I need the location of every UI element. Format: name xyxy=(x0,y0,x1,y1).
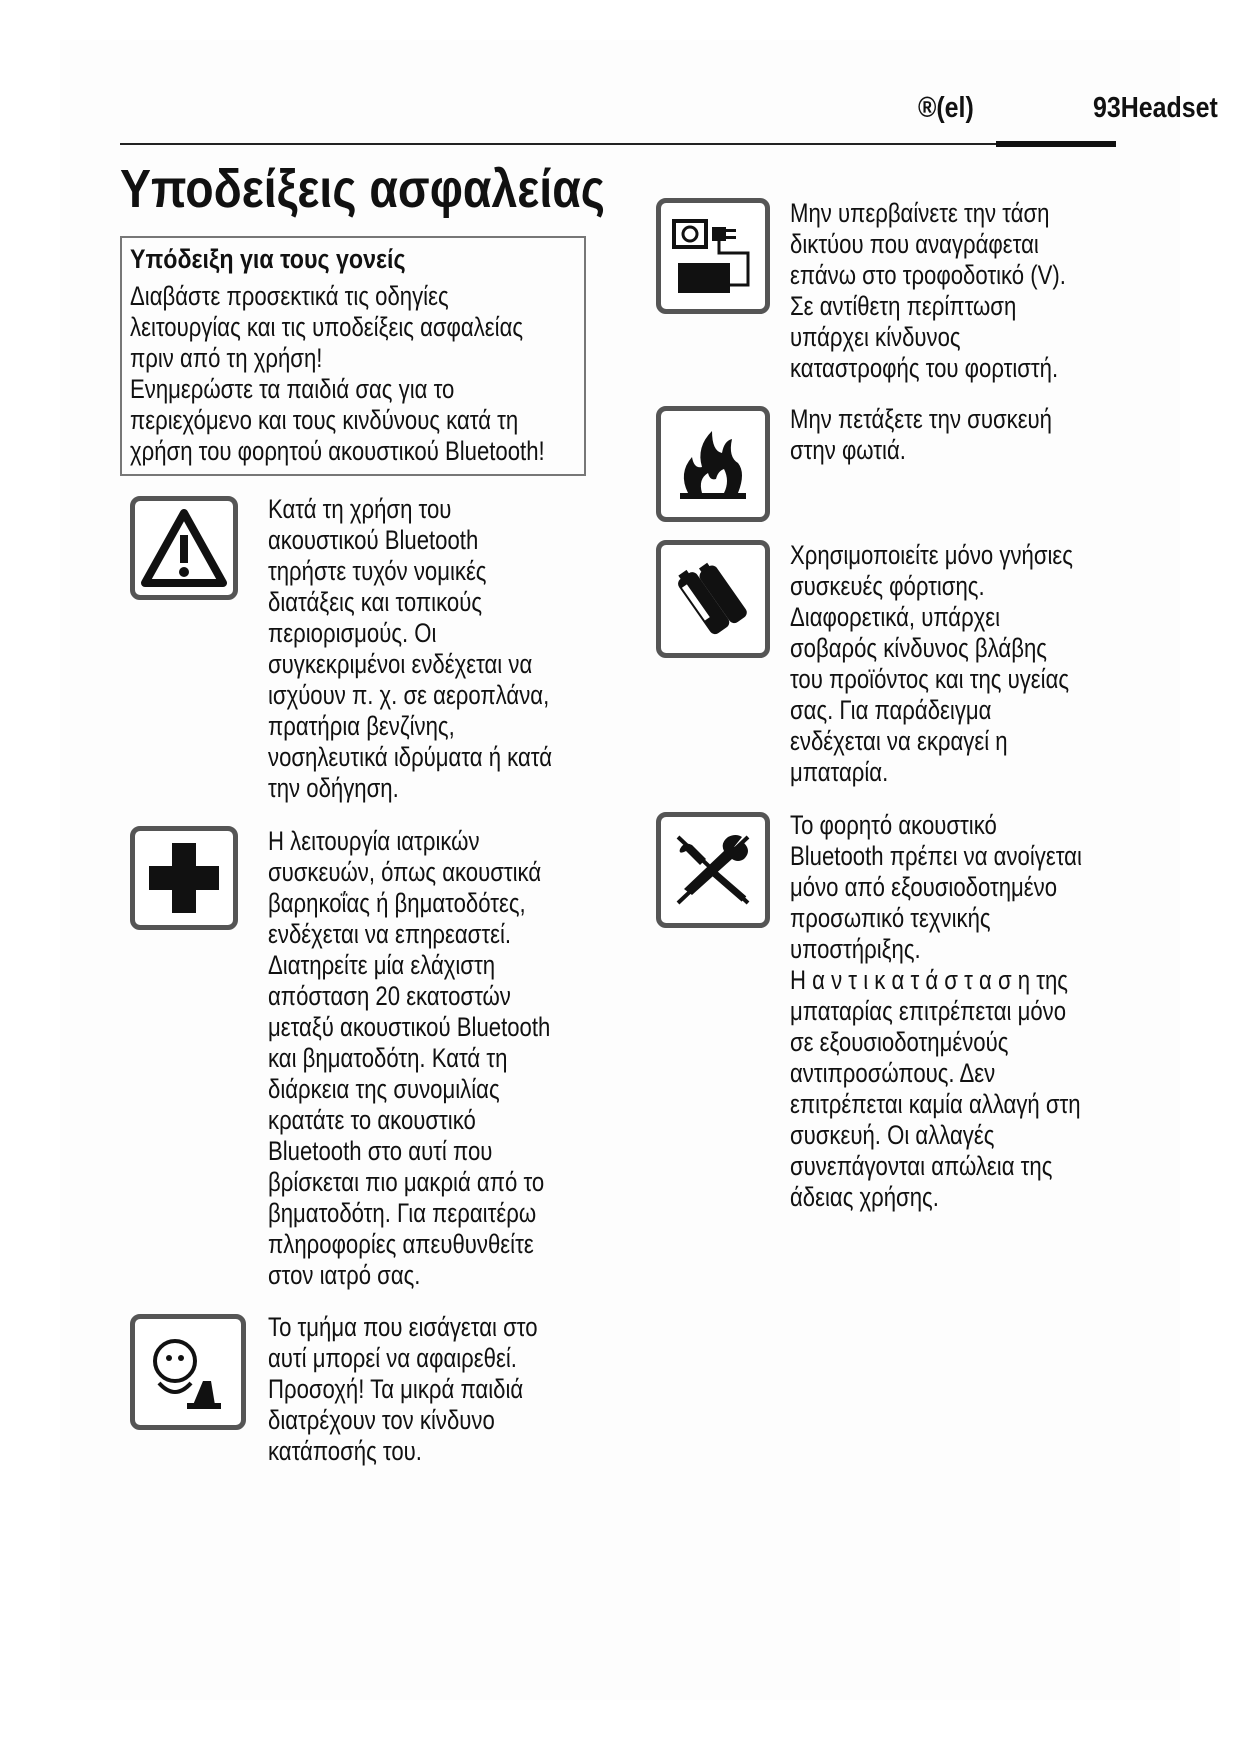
legal-restrictions-text: Κατά τη χρήση του ακουστικού Bluetooth τηρήστε τυχόν νομικές διατάξεις και τοπικούς περιορισμούς. Οι συγκεκριμένοι ενδέχεται να ισχύουν π. χ. σε αεροπλάνα, πρατήρια βενζίνης, νοσηλευτικά ιδρύματα ή κατά την οδήγηση. xyxy=(268,494,553,803)
page-title: Υποδείξεις ασφαλείας xyxy=(120,159,605,219)
fire-warning-text: Μην πετάξετε την συσκευή στην φωτιά. xyxy=(790,404,1052,465)
language-code: ®(el) xyxy=(918,92,974,124)
child-choking-icon xyxy=(130,1314,246,1430)
parent-note-box xyxy=(120,236,586,476)
header-rule xyxy=(120,143,1116,145)
charger-warning-text: Χρησιμοποιείτε μόνο γνήσιες συσκευές φόρτισης. Διαφορετικά, υπάρχει σοβαρός κίνδυνος βλάβης του προϊόντος και της υγείας σας. Για παράδειγμα ενδέχεται να εκραγεί η μπαταρία. xyxy=(790,540,1073,787)
parent-note-heading: Υπόδειξη για τους γονείς xyxy=(130,244,406,274)
medical-devices-text: Η λειτουργία ιατρικών συσκευών, όπως ακουστικά βαρηκοΐας ή βηματοδότες, ενδέχεται να επηρεαστεί. Διατηρείτε μία ελάχιστη απόσταση 20 εκατοστών μεταξύ ακουστικού Bluetooth και βηματοδότη. Κατά τη διάρκεια της συνομιλίας κρατάτε το ακουστικό Bluetooth στο αυτί που βρίσκεται πιο μακριά από το βηματοδότη. Για περαιτέρω πληροφορίες απευθυνθείτε στον ιατρό σας. xyxy=(268,826,551,1290)
battery-icon xyxy=(656,540,770,658)
warning-triangle-icon xyxy=(130,496,238,600)
page-number-label: 93Headset xyxy=(1093,92,1218,124)
small-parts-text: Το τμήμα που εισάγεται στο αυτί μπορεί να αφαιρεθεί. Προσοχή! Τα μικρά παιδιά διατρέχουν τον κίνδυνο κατάποσής του. xyxy=(268,1312,538,1466)
header-tab-marker xyxy=(996,141,1116,147)
medical-cross-icon xyxy=(130,826,238,930)
parent-note-body: Διαβάστε προσεκτικά τις οδηγίες λειτουργίας και τις υποδείξεις ασφαλείας πριν από τη χρήση! Ενημερώστε τα παιδιά σας για το περιεχόμενο και τους κινδύνους κατά τη χρήση του φορητού ακουστικού Bluetooth! xyxy=(130,281,545,466)
voltage-warning-text: Μην υπερβαίνετε την τάση δικτύου που αναγράφεται επάνω στο τροφοδοτικό (V). Σε αντίθετη περίπτωση υπάρχει κίνδυνος καταστροφής του φορτιστή. xyxy=(790,198,1066,383)
power-supply-icon xyxy=(656,198,770,314)
service-warning-text: Το φορητό ακουστικό Bluetooth πρέπει να ανοίγεται μόνο από εξουσιοδοτημένο προσωπικό τεχνικής υποστήριξης. Η α ν τ ι κ α τ ά σ τ α σ η της μπαταρίας επιτρέπεται μόνο σε εξουσιοδοτημένούς αντιπροσώπους. Δεν επιτρέπεται καμία αλλαγή στη συσκευή. Οι αλλαγές συνεπάγονται απώλεια της άδειας χρήσης. xyxy=(790,810,1082,1212)
no-tools-icon xyxy=(656,812,770,928)
fire-icon xyxy=(656,406,770,522)
